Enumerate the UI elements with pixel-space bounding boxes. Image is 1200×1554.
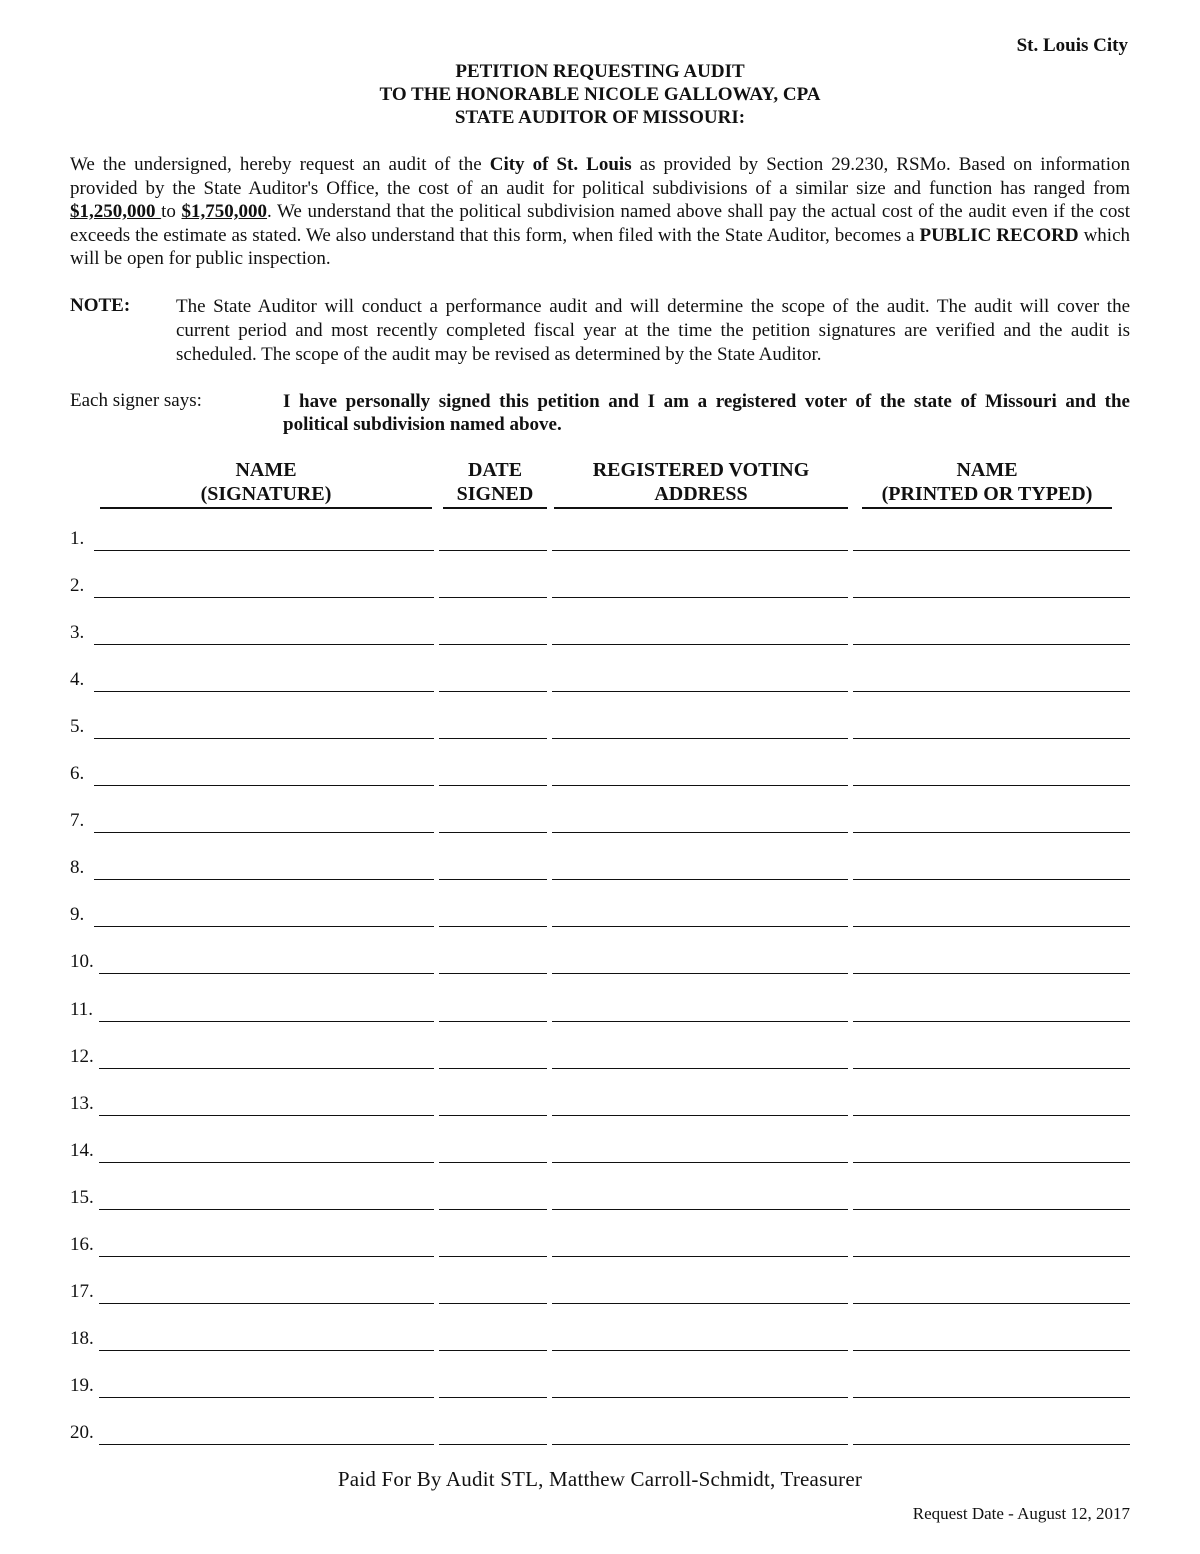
- date-line[interactable]: [439, 691, 547, 692]
- row-number: 10.: [70, 951, 94, 973]
- row-number: 6.: [70, 763, 85, 785]
- signature-line[interactable]: [99, 1021, 434, 1022]
- printed-name-line[interactable]: [853, 879, 1130, 880]
- address-line[interactable]: [552, 1068, 848, 1069]
- signature-line[interactable]: [99, 973, 434, 974]
- date-line[interactable]: [439, 973, 547, 974]
- date-line[interactable]: [439, 644, 547, 645]
- printed-name-line[interactable]: [853, 1115, 1130, 1116]
- column-header-printed-name: NAME (PRINTED OR TYPED): [862, 458, 1112, 509]
- date-line[interactable]: [439, 1162, 547, 1163]
- address-line[interactable]: [552, 1444, 848, 1445]
- date-line[interactable]: [439, 1068, 547, 1069]
- row-number: 15.: [70, 1186, 94, 1208]
- address-line[interactable]: [552, 1397, 848, 1398]
- row-number: 11.: [70, 998, 94, 1020]
- address-line[interactable]: [552, 597, 848, 598]
- signature-line[interactable]: [94, 738, 434, 739]
- date-line[interactable]: [439, 550, 547, 551]
- signature-line[interactable]: [99, 1397, 434, 1398]
- row-number: 3.: [70, 622, 85, 644]
- signature-line[interactable]: [94, 879, 434, 880]
- row-number: 7.: [70, 810, 85, 832]
- date-line[interactable]: [439, 926, 547, 927]
- public-record: PUBLIC RECORD: [919, 224, 1079, 246]
- date-line[interactable]: [439, 1444, 547, 1445]
- address-line[interactable]: [552, 738, 848, 739]
- printed-name-line[interactable]: [853, 691, 1130, 692]
- date-line[interactable]: [439, 738, 547, 739]
- petition-addressee-office: STATE AUDITOR OF MISSOURI:: [454, 107, 746, 128]
- petition-title: PETITION REQUESTING AUDIT: [455, 61, 745, 82]
- signature-line[interactable]: [94, 926, 434, 927]
- signature-line[interactable]: [99, 1068, 434, 1069]
- signature-line[interactable]: [94, 832, 434, 833]
- printed-name-line[interactable]: [853, 1303, 1130, 1304]
- date-line[interactable]: [439, 1350, 547, 1351]
- row-number: 20.: [70, 1421, 94, 1443]
- row-number: 9.: [70, 904, 85, 926]
- printed-name-line[interactable]: [853, 1350, 1130, 1351]
- signature-line[interactable]: [99, 1256, 434, 1257]
- printed-name-line[interactable]: [853, 832, 1130, 833]
- date-line[interactable]: [439, 785, 547, 786]
- signature-line[interactable]: [99, 1444, 434, 1445]
- note-label: NOTE:: [70, 295, 131, 316]
- signer-statement: I have personally signed this petition and I am a registered voter of the state of Missouri and the political subdivision named above.: [283, 391, 1130, 435]
- printed-name-line[interactable]: [853, 926, 1130, 927]
- cost-high: $1,750,000: [181, 201, 267, 222]
- signature-line[interactable]: [99, 1115, 434, 1116]
- paid-for-notice: Paid For By Audit STL, Matthew Carroll-Schmidt, Treasurer: [337, 1467, 863, 1491]
- printed-name-line[interactable]: [853, 1444, 1130, 1445]
- column-header-signature: NAME (SIGNATURE): [100, 458, 432, 509]
- address-line[interactable]: [552, 1209, 848, 1210]
- row-number: 12.: [70, 1045, 94, 1067]
- signature-line[interactable]: [99, 1209, 434, 1210]
- signature-line[interactable]: [94, 785, 434, 786]
- printed-name-line[interactable]: [853, 1021, 1130, 1022]
- address-line[interactable]: [552, 691, 848, 692]
- date-line[interactable]: [439, 879, 547, 880]
- signature-line[interactable]: [94, 550, 434, 551]
- date-line[interactable]: [439, 1209, 547, 1210]
- printed-name-line[interactable]: [853, 973, 1130, 974]
- address-line[interactable]: [552, 1162, 848, 1163]
- row-number: 2.: [70, 575, 85, 597]
- address-line[interactable]: [552, 973, 848, 974]
- row-number: 19.: [70, 1374, 94, 1396]
- date-line[interactable]: [439, 597, 547, 598]
- entity-name: City of St. Louis: [489, 154, 632, 175]
- signature-line[interactable]: [99, 1350, 434, 1351]
- printed-name-line[interactable]: [853, 1209, 1130, 1210]
- address-line[interactable]: [552, 1021, 848, 1022]
- column-header-date: DATE SIGNED: [443, 458, 547, 509]
- address-line[interactable]: [552, 1350, 848, 1351]
- address-line[interactable]: [552, 644, 848, 645]
- row-number: 1.: [70, 528, 85, 549]
- request-date: Request Date - August 12, 2017: [912, 1504, 1130, 1523]
- address-line[interactable]: [552, 832, 848, 833]
- date-line[interactable]: [439, 1021, 547, 1022]
- printed-name-line[interactable]: [853, 1397, 1130, 1398]
- date-line[interactable]: [439, 1397, 547, 1398]
- jurisdiction-label: St. Louis City: [1016, 35, 1128, 56]
- date-line[interactable]: [439, 832, 547, 833]
- printed-name-line[interactable]: [853, 785, 1130, 786]
- signature-line[interactable]: [94, 691, 434, 692]
- row-number: 13.: [70, 1092, 94, 1114]
- cost-low: $1,250,000: [70, 201, 162, 222]
- address-line[interactable]: [552, 879, 848, 880]
- signature-line[interactable]: [99, 1303, 434, 1304]
- note-text: The State Auditor will conduct a performance audit and will determine the scope of the audit. The audit will cover the current period and most recently completed fiscal year at the time the petition signatures are verified and the audit is scheduled. The scope of the audit may be revised as determined by the State Auditor.: [176, 296, 1130, 365]
- address-line[interactable]: [552, 785, 848, 786]
- row-number: 16.: [70, 1233, 94, 1255]
- column-header-address: REGISTERED VOTING ADDRESS: [554, 458, 848, 509]
- printed-name-line[interactable]: [853, 1162, 1130, 1163]
- printed-name-line[interactable]: [853, 1068, 1130, 1069]
- date-line[interactable]: [439, 1256, 547, 1257]
- signature-line[interactable]: [99, 1162, 434, 1163]
- date-line[interactable]: [439, 1115, 547, 1116]
- row-number: 14.: [70, 1139, 94, 1161]
- printed-name-line[interactable]: [853, 597, 1130, 598]
- address-line[interactable]: [552, 1256, 848, 1257]
- row-number: 18.: [70, 1327, 94, 1349]
- address-line[interactable]: [552, 550, 848, 551]
- row-number: 17.: [70, 1280, 94, 1302]
- printed-name-line[interactable]: [853, 550, 1130, 551]
- printed-name-line[interactable]: [853, 644, 1130, 645]
- signature-line[interactable]: [94, 644, 434, 645]
- intro-paragraph: We the undersigned, hereby request an audit of the City of St. Louis as provided by Section 29.230, RSMo. Based on information provided by the State Auditor's Office, the cost of an audit for political subdivisions of a similar size and function has ranged from $1,250,000 to $1,750,000. We understand that the political subdivision named above shall pay the actual cost of the audit even if the cost exceeds the estimate as stated. We also understand that this form, when filed with the State Auditor, becomes a PUBLIC RECORD which will be open for public inspection.: [70, 154, 1131, 269]
- printed-name-line[interactable]: [853, 738, 1130, 739]
- address-line[interactable]: [552, 1115, 848, 1116]
- address-line[interactable]: [552, 1303, 848, 1304]
- row-number: 8.: [70, 857, 85, 879]
- date-line[interactable]: [439, 1303, 547, 1304]
- petition-addressee: TO THE HONORABLE NICOLE GALLOWAY, CPA: [379, 84, 821, 105]
- row-number: 4.: [70, 669, 85, 691]
- address-line[interactable]: [552, 926, 848, 927]
- printed-name-line[interactable]: [853, 1256, 1130, 1257]
- row-number: 5.: [70, 716, 85, 738]
- signer-label: Each signer says:: [70, 390, 202, 411]
- signature-line[interactable]: [94, 597, 434, 598]
